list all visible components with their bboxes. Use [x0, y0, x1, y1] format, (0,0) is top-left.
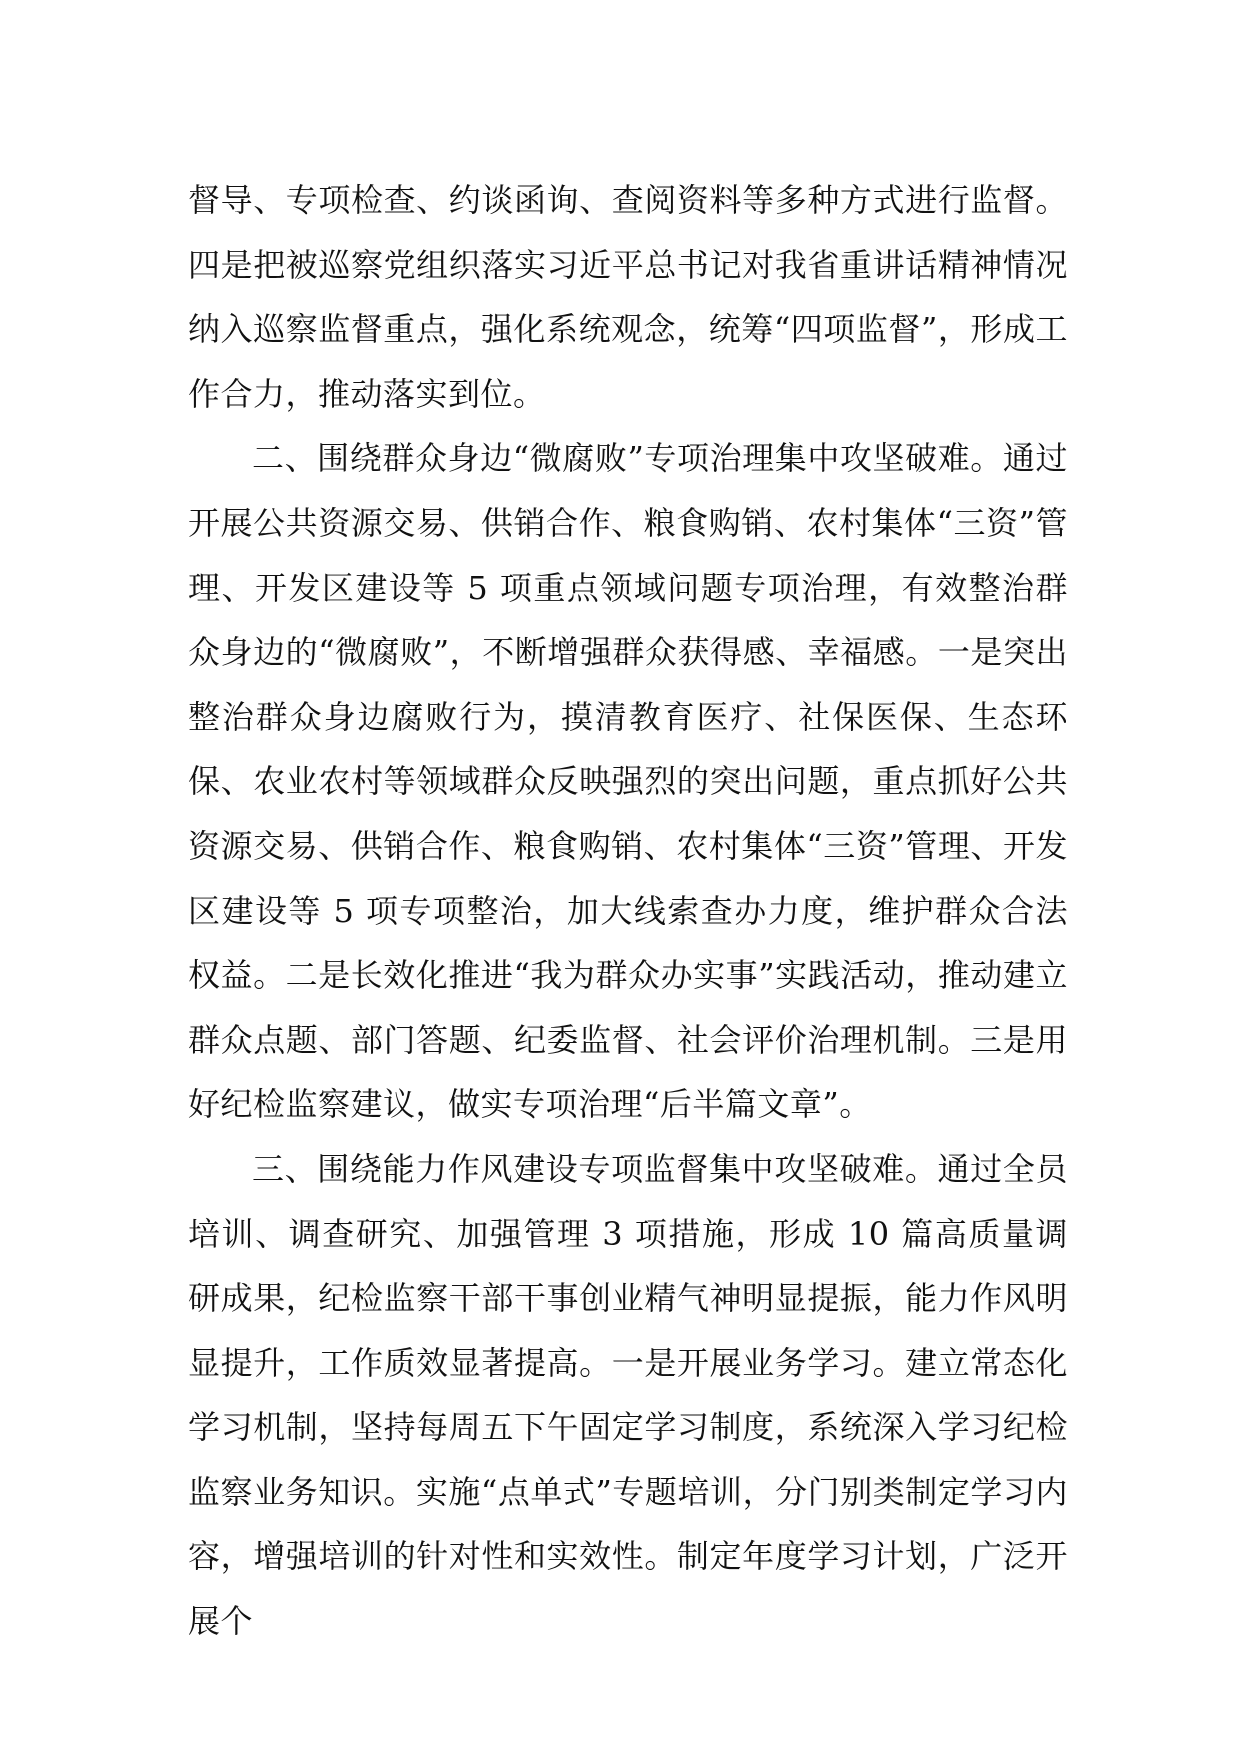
paragraph-section-2: 二、围绕群众身边“微腐败”专项治理集中攻坚破难。通过开展公共资源交易、供销合作、粮食购销、农村集体“三资”管理、开发区建设等 5 项重点领域问题专项治理，有效整治群众身边的“微腐败”，不断增强群众获得感、幸福感。一是突出整治群众身边腐败行为，摸清教育医疗、社保医保、生态环保、农业农村等领域群众反映强烈的突出问题，重点抓好公共资源交易、供销合作、粮食购销、农村集体“三资”管理、开发区建设等 5 项专项整治，加大线索查办力度，维护群众合法权益。二是长效化推进“我为群众办实事”实践活动，推动建立群众点题、部门答题、纪委监督、社会评价治理机制。三是用好纪检监察建议，做实专项治理“后半篇文章”。 [188, 439, 1068, 1124]
paragraph-continuation: 督导、专项检查、约谈函询、查阅资料等多种方式进行监督。四是把被巡察党组织落实习近平总书记对我省重讲话精神情况纳入巡察监督重点，强化系统观念，统筹“四项监督”，形成工作合力，推动落实到位。 [188, 181, 1068, 413]
paragraph-section-3: 三、围绕能力作风建设专项监督集中攻坚破难。通过全员培训、调查研究、加强管理 3 项措施，形成 10 篇高质量调研成果，纪检监察干部干事创业精气神明显提振，能力作风明显提升，工作质效显著提高。一是开展业务学习。建立常态化学习机制，坚持每周五下午固定学习制度，系统深入学习纪检监察业务知识。实施“点单式”专题培训，分门别类制定学习内容，增强培训的针对性和实效性。制定年度学习计划，广泛开展个 [188, 1149, 1068, 1641]
document-body [188, 168, 1068, 1654]
